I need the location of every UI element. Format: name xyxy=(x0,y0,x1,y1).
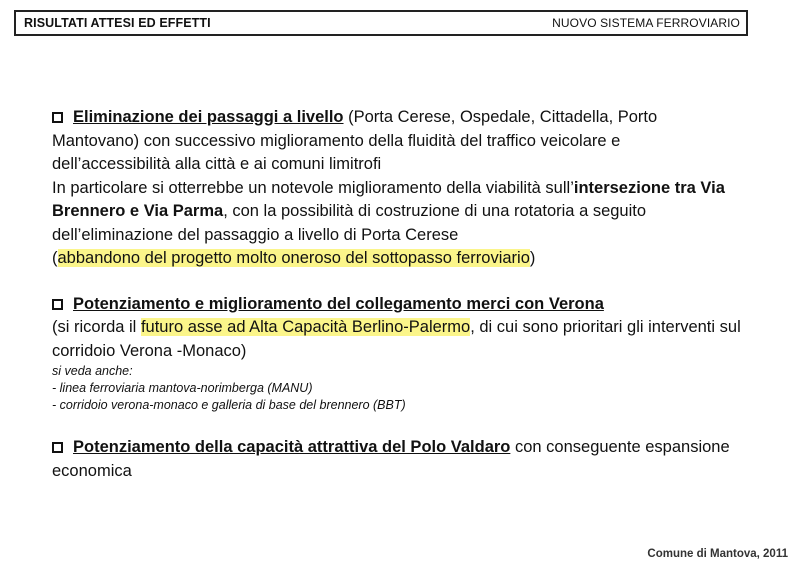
section-freight-verona xyxy=(52,293,742,415)
section-1-text: (Porta Cerese, Ospedale, Cittadella, Porto Mantovano) con successivo miglioramento della fluidità del traffico veicolare e dell’accessibilità alla città e ai comuni limitrofi xyxy=(52,108,658,173)
footer-credit: Comune di Mantova, 2011 xyxy=(647,548,788,560)
section-2-highlight: futuro asse ad Alta Capacità Berlino-Palermo xyxy=(140,318,471,336)
section-2-ref-2: - corridoio verona-monaco e galleria di base del brennero (BBT) xyxy=(52,398,406,412)
section-1-para2-bold: intersezione tra Via Brennero e Via Parma xyxy=(52,178,725,220)
section-2-body xyxy=(52,316,742,363)
section-2-ref-1: - linea ferroviaria mantova-norimberga (MANU) xyxy=(52,381,313,395)
header-left-title: RISULTATI ATTESI ED EFFETTI xyxy=(24,16,211,30)
section-3-para xyxy=(52,436,742,483)
section-1-open-paren: ( xyxy=(52,249,58,267)
section-2-body-b: , di cui sono prioritari gli interventi sul corridoio Verona -Monaco) xyxy=(52,318,741,360)
slide-content xyxy=(52,106,742,483)
section-2-body-a: (si ricorda il xyxy=(52,318,141,336)
section-1-highlight: abbandono del progetto molto oneroso del sottopasso ferroviario xyxy=(57,249,530,267)
checkbox-icon xyxy=(52,299,63,310)
section-level-crossings xyxy=(52,106,742,271)
slide-header xyxy=(14,10,748,36)
section-2-title: Potenziamento e miglioramento del collegamento merci con Verona xyxy=(73,294,604,313)
section-3-text: con conseguente espansione economica xyxy=(52,438,730,480)
checkbox-icon xyxy=(52,442,63,453)
section-1-para-2 xyxy=(52,177,742,271)
section-2-title-line xyxy=(52,293,742,317)
section-polo-valdaro xyxy=(52,436,742,483)
section-3-title: Potenziamento della capacità attrattiva del Polo Valdaro xyxy=(73,438,511,456)
header-right-title: NUOVO SISTEMA FERROVIARIO xyxy=(552,16,740,30)
checkbox-icon xyxy=(52,112,63,123)
section-1-title: Eliminazione dei passaggi a livello xyxy=(73,108,344,126)
section-2-see-also: si veda anche: xyxy=(52,364,133,378)
section-1-close-paren: ) xyxy=(529,249,536,267)
section-1-para2-a: In particolare si otterrebbe un notevole miglioramento della viabilità sull’ xyxy=(52,178,574,197)
section-1-para-1 xyxy=(52,106,742,177)
section-1-para2-b: , con la possibilità di costruzione di una rotatoria a seguito dell’eliminazione del passaggio a livello di Porta Cerese xyxy=(52,202,647,244)
